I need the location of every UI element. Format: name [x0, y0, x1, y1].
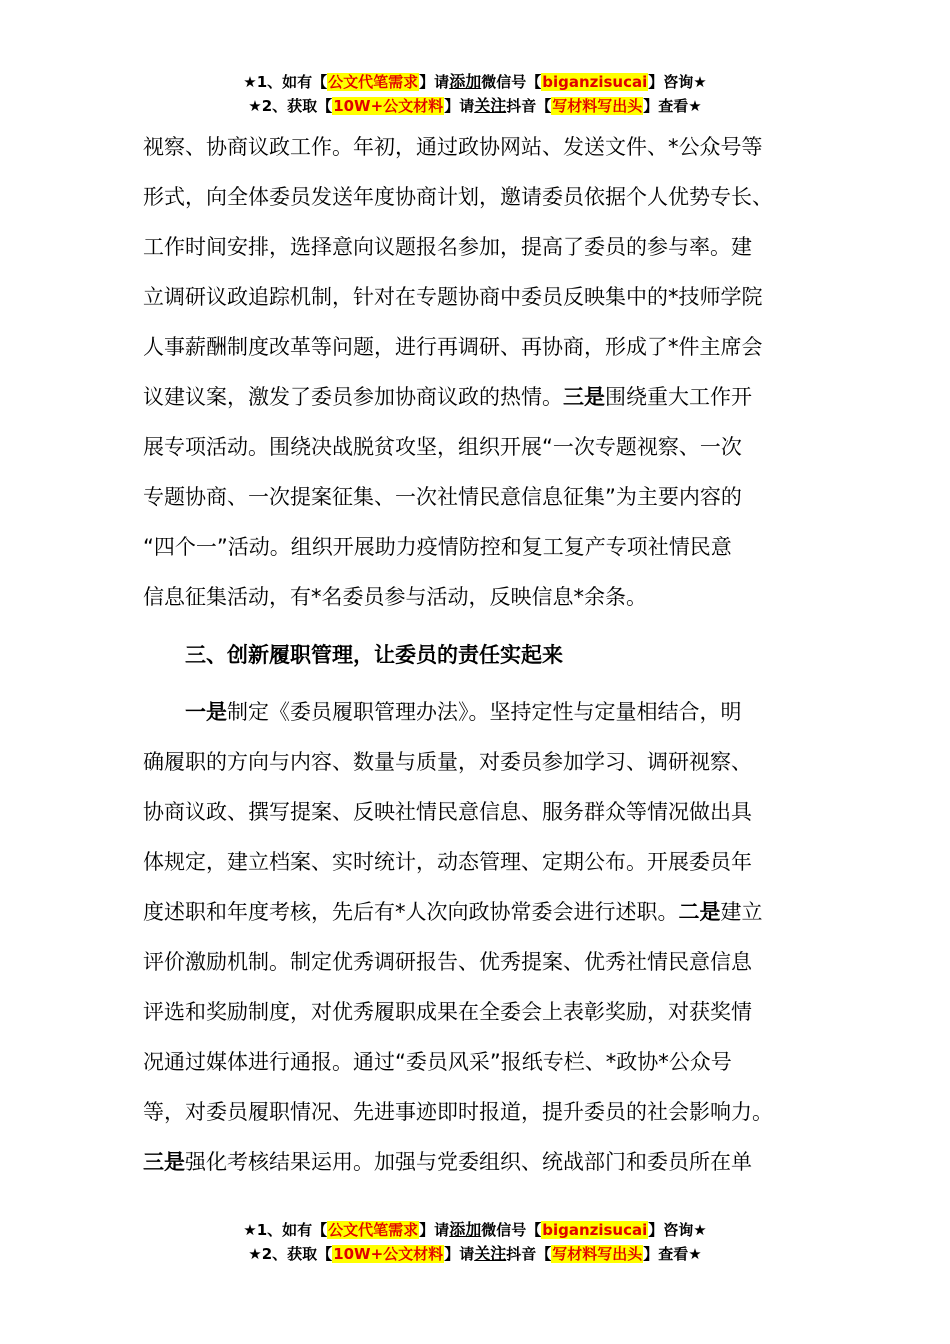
section-heading: 三、创新履职管理，让委员的责任实起来: [185, 643, 563, 667]
promo-highlight: 10W+公文材料: [333, 1245, 444, 1263]
promo-line-1: [0, 70, 950, 94]
promo-highlight-douyin: 写材料写出头: [552, 1245, 643, 1263]
promo-text: ★2、获取【: [248, 1245, 333, 1263]
promo-text: ★1、如有【: [243, 73, 328, 91]
text-line: 工作时间安排，选择意向议题报名参加，提高了委员的参与率。建: [143, 235, 752, 259]
promo-text: ★1、如有【: [243, 1221, 328, 1239]
promo-text: 】咨询★: [648, 73, 707, 91]
promo-underlined: 关注: [474, 96, 507, 115]
promo-underlined: 添加: [449, 72, 482, 91]
promo-text: 】查看★: [643, 97, 702, 115]
promo-text: 】咨询★: [648, 1221, 707, 1239]
text-line: 信息征集活动，有*名委员参与活动，反映信息*余条。: [143, 585, 647, 609]
promo-text: 抖音【: [506, 97, 552, 115]
promo-underlined: 添加: [449, 1220, 482, 1239]
promo-text: 】请: [419, 73, 450, 91]
promo-highlight-douyin: 写材料写出头: [552, 97, 643, 115]
promo-line-2: [0, 1242, 950, 1266]
paragraph-first-line: [143, 687, 825, 737]
promo-highlight-wechat: biganzisucai: [542, 1221, 648, 1239]
promo-underlined: 关注: [474, 1244, 507, 1263]
text-span: 建立: [720, 900, 763, 924]
promo-text: 】请: [419, 1221, 450, 1239]
promo-highlight: 10W+公文材料: [333, 97, 444, 115]
text-line: 协商议政、撰写提案、反映社情民意信息、服务群众等情况做出具: [143, 800, 752, 824]
text-line: 形式，向全体委员发送年度协商计划，邀请委员依据个人优势专长、: [143, 185, 773, 209]
promo-highlight: 公文代笔需求: [328, 73, 419, 91]
promo-highlight: 公文代笔需求: [328, 1221, 419, 1239]
text-span: 围绕重大工作开: [605, 385, 752, 409]
promo-line-1: [0, 1218, 950, 1242]
promo-text: 】请: [444, 97, 475, 115]
text-line: 评价激励机制。制定优秀调研报告、优秀提案、优秀社情民意信息: [143, 950, 752, 974]
promo-text: 】请: [444, 1245, 475, 1263]
text-line: 展专项活动。围绕决战脱贫攻坚，组织开展“一次专题视察、一次: [143, 435, 742, 459]
promo-line-2: [0, 94, 950, 118]
promo-text: 微信号【: [481, 73, 542, 91]
bold-marker: 二是: [678, 900, 721, 924]
text-span: 议建议案，激发了委员参加协商议政的热情。: [143, 385, 563, 409]
promo-banner-top: [0, 70, 950, 118]
promo-banner-bottom: [0, 1218, 950, 1266]
text-span: 强化考核结果运用。加强与党委组织、统战部门和委员所在单: [185, 1150, 752, 1174]
promo-highlight-wechat: biganzisucai: [542, 73, 648, 91]
text-span: 度述职和年度考核，先后有*人次向政协常委会进行述职。: [143, 900, 679, 924]
text-line: 专题协商、一次提案征集、一次社情民意信息征集”为主要内容的: [143, 485, 742, 509]
text-line: [143, 887, 825, 937]
text-line: [143, 1137, 825, 1187]
text-line: “四个一”活动。组织开展助力疫情防控和复工复产专项社情民意: [143, 535, 732, 559]
text-span: 制定《委员履职管理办法》。坚持定性与定量相结合，明: [227, 700, 742, 724]
promo-text: 抖音【: [506, 1245, 552, 1263]
text-line: 确履职的方向与内容、数量与质量，对委员参加学习、调研视察、: [143, 750, 752, 774]
text-line: 人事薪酬制度改革等问题，进行再调研、再协商，形成了*件主席会: [143, 335, 763, 359]
bold-marker: 三是: [143, 1150, 185, 1174]
promo-text: 】查看★: [643, 1245, 702, 1263]
text-line: 评选和奖励制度，对优秀履职成果在全委会上表彰奖励，对获奖情: [143, 1000, 752, 1024]
text-line: [143, 372, 825, 422]
bold-marker: 一是: [185, 700, 227, 724]
text-line: 等，对委员履职情况、先进事迹即时报道，提升委员的社会影响力。: [143, 1100, 773, 1124]
text-line: 视察、协商议政工作。年初，通过政协网站、发送文件、*公众号等: [143, 135, 763, 159]
promo-text: ★2、获取【: [248, 97, 333, 115]
text-line: 况通过媒体进行通报。通过“委员风采”报纸专栏、*政协*公众号: [143, 1050, 732, 1074]
bold-marker: 三是: [563, 385, 605, 409]
promo-text: 微信号【: [481, 1221, 542, 1239]
text-line: 体规定，建立档案、实时统计，动态管理、定期公布。开展委员年: [143, 850, 752, 874]
text-line: 立调研议政追踪机制，针对在专题协商中委员反映集中的*技师学院: [143, 285, 763, 309]
document-body: [143, 122, 825, 1187]
